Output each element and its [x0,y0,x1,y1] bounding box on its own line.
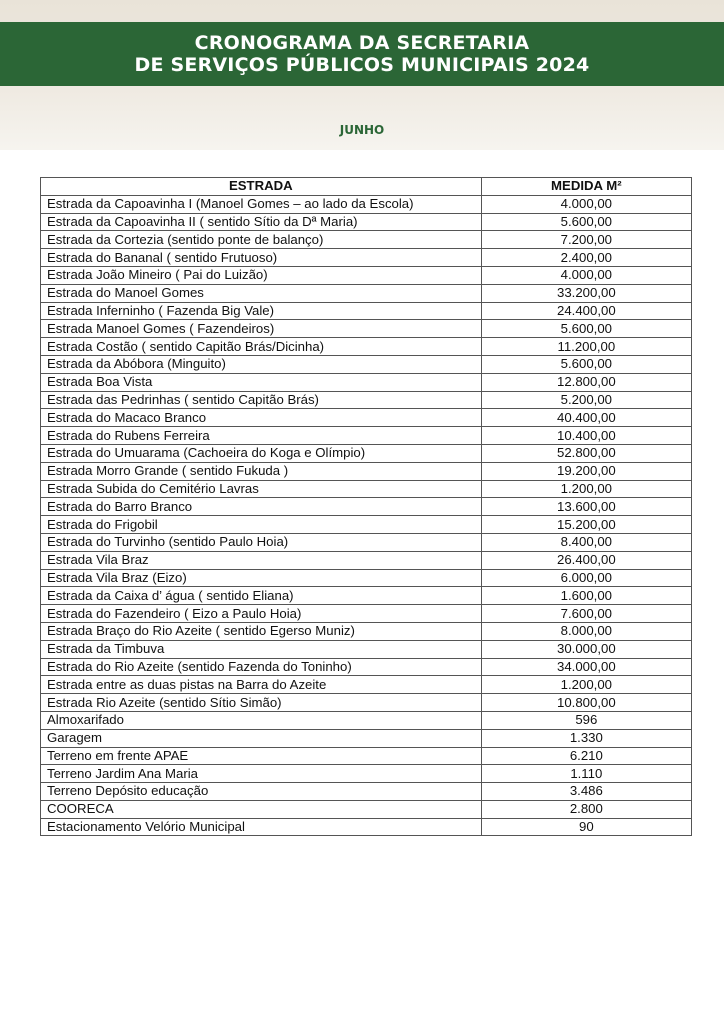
table-row [41,480,692,498]
estrada-cell: Estrada do Umuarama (Cachoeira do Koga e Olímpio) [41,444,482,462]
medida-cell: 4.000,00 [481,266,691,284]
column-header-estrada: ESTRADA [41,178,482,196]
estrada-cell: Estrada Subida do Cemitério Lavras [41,480,482,498]
medida-cell: 8.000,00 [481,622,691,640]
table-row [41,284,692,302]
table-row [41,605,692,623]
medida-cell: 5.600,00 [481,213,691,231]
medida-cell: 12.800,00 [481,373,691,391]
medida-cell: 34.000,00 [481,658,691,676]
title-line-1: CRONOGRAMA DA SECRETARIA [194,32,530,54]
estrada-cell: Terreno Depósito educação [41,783,482,801]
table-row [41,765,692,783]
medida-cell: 26.400,00 [481,551,691,569]
table-row [41,338,692,356]
table-row [41,213,692,231]
medida-cell: 1.110 [481,765,691,783]
table-row [41,444,692,462]
estrada-cell: Estrada Costão ( sentido Capitão Brás/Dicinha) [41,338,482,356]
table-row [41,373,692,391]
estrada-cell: Estrada João Mineiro ( Pai do Luizão) [41,266,482,284]
table-header-row [41,178,692,196]
estrada-cell: Estrada do Rio Azeite (sentido Fazenda do Toninho) [41,658,482,676]
table-row [41,640,692,658]
estrada-cell: Estrada entre as duas pistas na Barra do Azeite [41,676,482,694]
estrada-cell: Estacionamento Velório Municipal [41,818,482,836]
table-row [41,409,692,427]
estrada-cell: Estrada da Cortezia (sentido ponte de balanço) [41,231,482,249]
medida-cell: 33.200,00 [481,284,691,302]
medida-cell: 2.400,00 [481,249,691,267]
table-row [41,800,692,818]
medida-cell: 1.200,00 [481,480,691,498]
estrada-cell: Estrada do Frigobil [41,516,482,534]
estrada-cell: Estrada Manoel Gomes ( Fazendeiros) [41,320,482,338]
medida-cell: 5.600,00 [481,320,691,338]
table-row [41,783,692,801]
table-row [41,711,692,729]
table-row [41,658,692,676]
medida-cell: 1.200,00 [481,676,691,694]
estrada-cell: Terreno Jardim Ana Maria [41,765,482,783]
table-row [41,498,692,516]
table-row [41,231,692,249]
medida-cell: 3.486 [481,783,691,801]
table-row [41,569,692,587]
medida-cell: 5.600,00 [481,355,691,373]
estrada-cell: Estrada Boa Vista [41,373,482,391]
medida-cell: 596 [481,711,691,729]
medida-cell: 1.600,00 [481,587,691,605]
table-row [41,694,692,712]
estrada-cell: Estrada da Abóbora (Minguito) [41,355,482,373]
medida-cell: 13.600,00 [481,498,691,516]
estrada-cell: COORECA [41,800,482,818]
estrada-cell: Estrada Braço do Rio Azeite ( sentido Egerso Muniz) [41,622,482,640]
medida-cell: 19.200,00 [481,462,691,480]
medida-cell: 40.400,00 [481,409,691,427]
estrada-cell: Estrada Inferninho ( Fazenda Big Vale) [41,302,482,320]
medida-cell: 52.800,00 [481,444,691,462]
table-row [41,587,692,605]
estrada-cell: Estrada da Capoavinha II ( sentido Sítio da Dª Maria) [41,213,482,231]
table-row [41,462,692,480]
estrada-cell: Estrada da Timbuva [41,640,482,658]
medida-cell: 8.400,00 [481,533,691,551]
estrada-cell: Almoxarifado [41,711,482,729]
estrada-cell: Estrada do Manoel Gomes [41,284,482,302]
medida-cell: 1.330 [481,729,691,747]
table-row [41,516,692,534]
estrada-cell: Estrada do Rubens Ferreira [41,427,482,445]
table-body [41,195,692,836]
estrada-cell: Estrada da Capoavinha I (Manoel Gomes – ao lado da Escola) [41,195,482,213]
medida-cell: 15.200,00 [481,516,691,534]
column-header-medida: MEDIDA M² [481,178,691,196]
estrada-cell: Estrada do Turvinho (sentido Paulo Hoia) [41,533,482,551]
estrada-cell: Estrada do Macaco Branco [41,409,482,427]
schedule-table [40,177,692,836]
estrada-cell: Estrada da Caixa d’ água ( sentido Eliana) [41,587,482,605]
medida-cell: 5.200,00 [481,391,691,409]
estrada-cell: Estrada do Bananal ( sentido Frutuoso) [41,249,482,267]
table-row [41,533,692,551]
estrada-cell: Estrada do Fazendeiro ( Eizo a Paulo Hoia) [41,605,482,623]
table-row [41,427,692,445]
table-row [41,355,692,373]
estrada-cell: Estrada Rio Azeite (sentido Sítio Simão) [41,694,482,712]
medida-cell: 4.000,00 [481,195,691,213]
medida-cell: 30.000,00 [481,640,691,658]
estrada-cell: Estrada Vila Braz (Eizo) [41,569,482,587]
table-row [41,320,692,338]
table-row [41,391,692,409]
medida-cell: 11.200,00 [481,338,691,356]
medida-cell: 10.800,00 [481,694,691,712]
table-row [41,676,692,694]
title-line-2: DE SERVIÇOS PÚBLICOS MUNICIPAIS 2024 [134,54,590,76]
medida-cell: 7.200,00 [481,231,691,249]
table-row [41,622,692,640]
estrada-cell: Terreno em frente APAE [41,747,482,765]
table-row [41,818,692,836]
table-row [41,266,692,284]
table-row [41,551,692,569]
medida-cell: 2.800 [481,800,691,818]
estrada-cell: Estrada Morro Grande ( sentido Fukuda ) [41,462,482,480]
title-banner [0,22,724,86]
medida-cell: 7.600,00 [481,605,691,623]
estrada-cell: Garagem [41,729,482,747]
table-row [41,249,692,267]
table-row [41,729,692,747]
medida-cell: 10.400,00 [481,427,691,445]
medida-cell: 6.000,00 [481,569,691,587]
month-label: JUNHO [339,123,385,137]
table-row [41,302,692,320]
medida-cell: 90 [481,818,691,836]
table-row [41,195,692,213]
medida-cell: 6.210 [481,747,691,765]
estrada-cell: Estrada das Pedrinhas ( sentido Capitão Brás) [41,391,482,409]
table-row [41,747,692,765]
medida-cell: 24.400,00 [481,302,691,320]
estrada-cell: Estrada Vila Braz [41,551,482,569]
estrada-cell: Estrada do Barro Branco [41,498,482,516]
